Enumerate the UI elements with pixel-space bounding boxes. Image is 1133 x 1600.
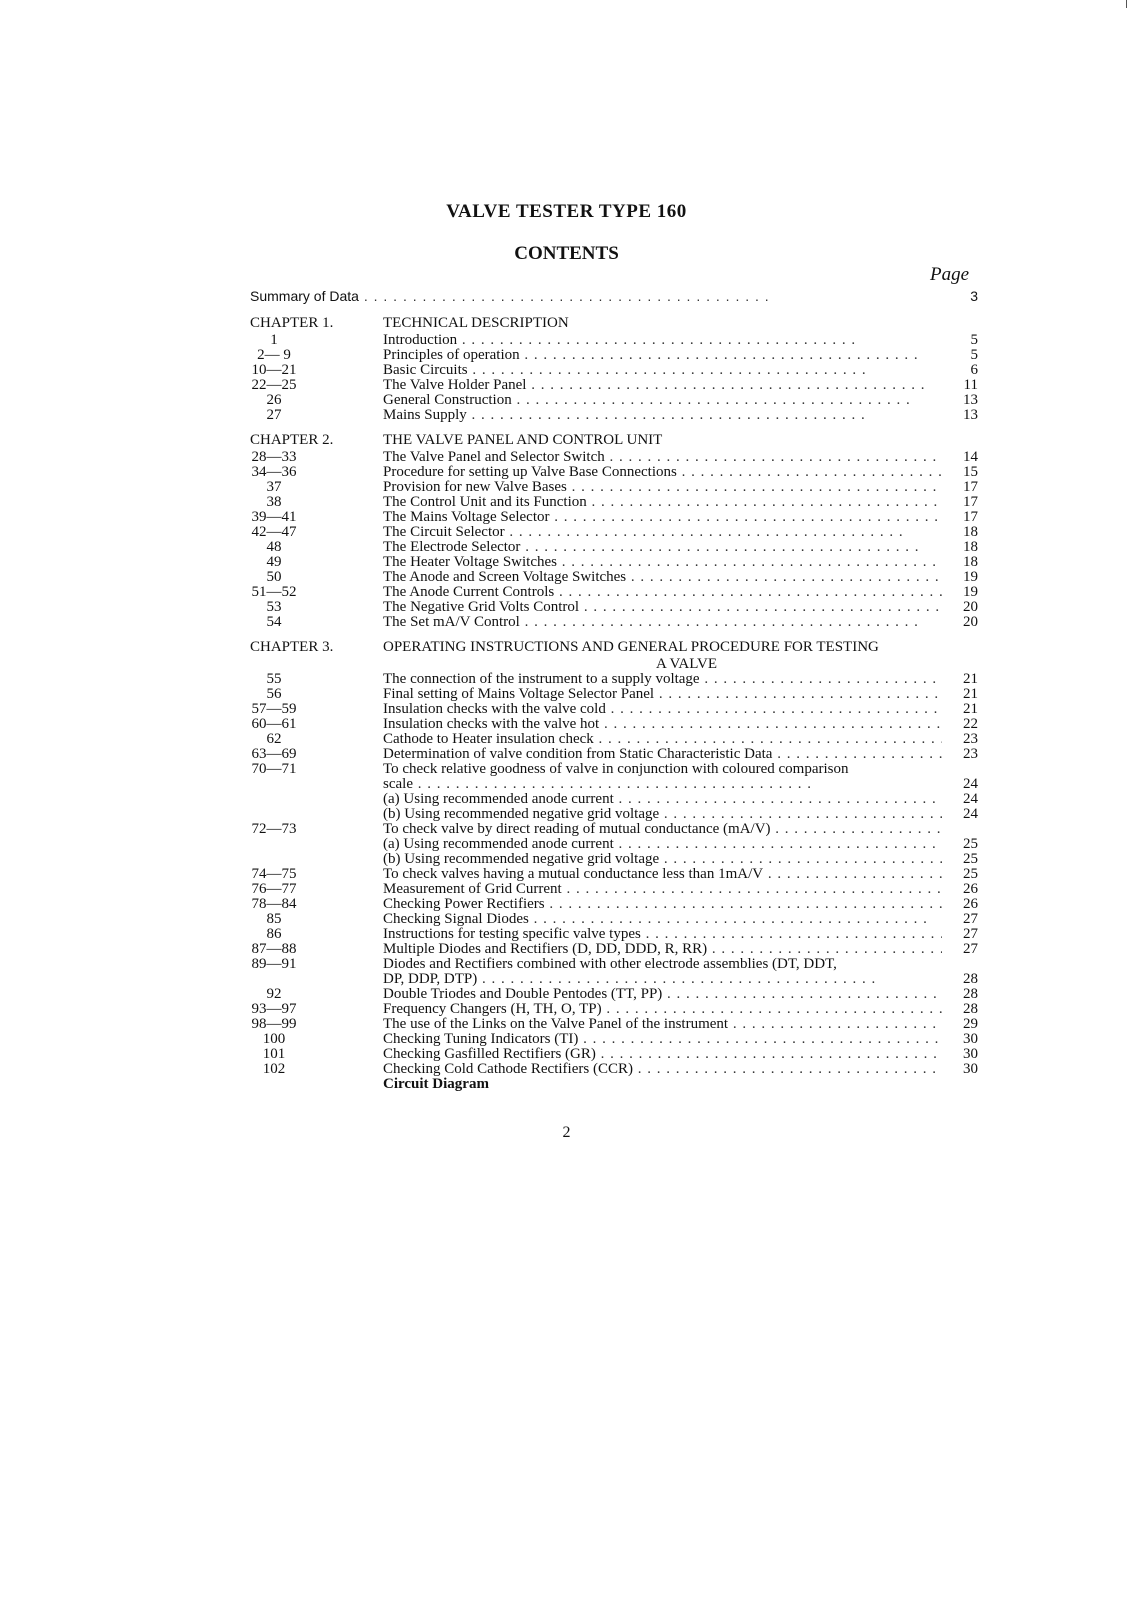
entry-title: Principles of operation . . — [383, 348, 942, 363]
entry-page: 27 — [963, 941, 978, 957]
paragraph-number: 89—91 — [251, 956, 297, 972]
chapter-label: CHAPTER 1. — [250, 315, 334, 331]
page-column-label: Page — [930, 264, 970, 285]
entry-page: 11 — [963, 377, 978, 393]
toc-entry — [250, 867, 990, 882]
page-number: 2 — [562, 1124, 571, 1141]
toc-entry — [250, 555, 990, 570]
entry-page: 24 — [963, 776, 978, 792]
paragraph-number: 54 — [266, 614, 282, 630]
chapter-heading — [250, 315, 990, 331]
entry-page: 5 — [970, 347, 978, 363]
toc-entry — [250, 732, 990, 747]
entry-title: General Construction . . — [383, 393, 942, 408]
entry-page: 30 — [963, 1046, 978, 1062]
paragraph-number: 42—47 — [251, 524, 297, 540]
entry-page: 30 — [963, 1061, 978, 1077]
toc-entry — [250, 927, 990, 942]
entry-page: 29 — [963, 1016, 978, 1032]
toc-entry — [250, 1002, 990, 1017]
entry-page: 24 — [963, 806, 978, 822]
toc-entry — [250, 600, 990, 615]
paragraph-number: 102 — [262, 1061, 286, 1077]
entry-title: Multiple Diodes and Rectifiers (D, DD, DDD, R, RR) . . — [383, 942, 942, 957]
paragraph-number: 85 — [266, 911, 282, 927]
chapter-title: THE VALVE PANEL AND CONTROL UNIT — [383, 432, 663, 448]
paragraph-number: 55 — [266, 671, 282, 687]
entry-title: The Mains Voltage Selector . . — [383, 510, 942, 525]
entry-page: 18 — [963, 539, 978, 555]
paragraph-number: 60—61 — [251, 716, 297, 732]
entry-title: Mains Supply . . — [383, 408, 942, 423]
entry-title: The Electrode Selector . . — [383, 540, 942, 555]
entry-title: Provision for new Valve Bases . . — [383, 480, 942, 495]
entry-page: 21 — [963, 701, 978, 717]
entry-page: 20 — [963, 599, 978, 615]
paragraph-number: 72—73 — [251, 821, 297, 837]
paragraph-number: 78—84 — [251, 896, 297, 912]
entry-title: Checking Signal Diodes . . — [383, 912, 942, 927]
entry-page: 19 — [963, 584, 978, 600]
entry-page: 27 — [963, 911, 978, 927]
entry-page: 20 — [963, 614, 978, 630]
toc-entry — [250, 672, 990, 687]
paragraph-number: 74—75 — [251, 866, 297, 882]
entry-page: 18 — [963, 554, 978, 570]
entry-title: Introduction . . — [383, 333, 942, 348]
toc-entry — [250, 837, 990, 852]
entry-title: Cathode to Heater insulation check . . — [383, 732, 942, 747]
paragraph-number: 56 — [266, 686, 282, 702]
entry-page: 17 — [963, 494, 978, 510]
entry-page: 23 — [963, 746, 978, 762]
paragraph-number: 28—33 — [251, 449, 297, 465]
entry-title: (b) Using recommended negative grid voltage . . — [383, 852, 942, 867]
toc-entry — [250, 972, 990, 987]
toc-entry — [250, 897, 990, 912]
entry-page: 27 — [963, 926, 978, 942]
entry-page: 24 — [963, 791, 978, 807]
paragraph-number: 1 — [270, 332, 278, 348]
entry-title: The Set mA/V Control . . — [383, 615, 942, 630]
chapter-title-cont: A VALVE — [656, 657, 717, 672]
toc-entry — [250, 912, 990, 927]
entry-page: 28 — [963, 986, 978, 1002]
chapters-container — [250, 315, 990, 1092]
paragraph-number: 93—97 — [251, 1001, 297, 1017]
entry-page: 22 — [963, 716, 978, 732]
toc-entry — [250, 957, 990, 972]
entry-page: 23 — [963, 731, 978, 747]
paragraph-number: 62 — [266, 731, 282, 747]
entry-title: Basic Circuits . . — [383, 363, 942, 378]
toc-entry — [250, 702, 990, 717]
toc-entry — [250, 1062, 990, 1077]
toc-entry — [250, 777, 990, 792]
paragraph-number: 101 — [262, 1046, 286, 1062]
entry-page: 21 — [963, 671, 978, 687]
entry-page: 19 — [963, 569, 978, 585]
entry-page: 28 — [963, 971, 978, 987]
toc-entry — [250, 465, 990, 480]
entry-title: Insulation checks with the valve cold . . — [383, 702, 942, 717]
paragraph-number: 39—41 — [251, 509, 297, 525]
paragraph-number: 22—25 — [251, 377, 297, 393]
chapter-title: OPERATING INSTRUCTIONS AND GENERAL PROCEDURE FOR TESTING — [383, 639, 879, 655]
toc-entry — [250, 510, 990, 525]
entry-page: 25 — [963, 866, 978, 882]
entry-title: Double Triodes and Double Pentodes (TT, PP) . . — [383, 987, 942, 1002]
entry-title: Checking Power Rectifiers . . — [383, 897, 942, 912]
toc-entry — [250, 1032, 990, 1047]
entry-title: Measurement of Grid Current . . — [383, 882, 942, 897]
entry-page: 13 — [963, 392, 978, 408]
paragraph-number: 92 — [266, 986, 282, 1002]
table-of-contents — [250, 288, 990, 1092]
entry-title: The Anode Current Controls . . — [383, 585, 942, 600]
chapter-heading — [250, 432, 990, 448]
entry-title: To check valves having a mutual conductance less than 1mA/V . . — [383, 867, 942, 882]
contents-heading: CONTENTS — [514, 243, 619, 264]
paragraph-number: 63—69 — [251, 746, 297, 762]
paragraph-number: 76—77 — [251, 881, 297, 897]
chapter-label: CHAPTER 2. — [250, 432, 334, 448]
entry-title: Checking Gasfilled Rectifiers (GR) . . — [383, 1047, 942, 1062]
summary-row — [250, 288, 990, 304]
entry-title: Checking Cold Cathode Rectifiers (CCR) . . — [383, 1062, 942, 1077]
summary-page: 3 — [970, 288, 978, 304]
toc-entry — [250, 717, 990, 732]
entry-page: 25 — [963, 836, 978, 852]
toc-entry — [250, 585, 990, 600]
toc-entry — [250, 747, 990, 762]
toc-entry — [250, 615, 990, 630]
entry-page: 17 — [963, 479, 978, 495]
entry-page: 14 — [963, 449, 978, 465]
toc-entry — [250, 1017, 990, 1032]
entry-page: 25 — [963, 851, 978, 867]
entry-title: Final setting of Mains Voltage Selector Panel . . — [383, 687, 942, 702]
entry-title: (a) Using recommended anode current . . — [383, 792, 942, 807]
toc-entry — [250, 450, 990, 465]
toc-entry — [250, 942, 990, 957]
toc-entry — [250, 333, 990, 348]
entry-title: (b) Using recommended negative grid voltage . . — [383, 807, 942, 822]
chapter-title: TECHNICAL DESCRIPTION — [383, 315, 569, 331]
paragraph-number: 51—52 — [251, 584, 297, 600]
entry-title: Checking Tuning Indicators (TI) . . — [383, 1032, 942, 1047]
entry-title: The Control Unit and its Function . . — [383, 495, 942, 510]
toc-entry — [250, 378, 990, 393]
entry-title: The Circuit Selector . . — [383, 525, 942, 540]
entry-page: 15 — [963, 464, 978, 480]
entry-title: The Anode and Screen Voltage Switches . . — [383, 570, 942, 585]
toc-entry — [250, 393, 990, 408]
entry-title: scale . . — [383, 777, 942, 792]
toc-entry — [250, 348, 990, 363]
entry-page: 21 — [963, 686, 978, 702]
entry-title: The use of the Links on the Valve Panel of the instrument . . — [383, 1017, 942, 1032]
paragraph-number: 50 — [266, 569, 282, 585]
entry-title: To check relative goodness of valve in conjunction with coloured comparison — [383, 762, 849, 777]
toc-entry — [250, 987, 990, 1002]
entry-page: 18 — [963, 524, 978, 540]
toc-entry — [250, 363, 990, 378]
entry-page: 30 — [963, 1031, 978, 1047]
toc-entry — [250, 882, 990, 897]
toc-entry — [250, 540, 990, 555]
scan-edge-mark — [1126, 0, 1127, 8]
entry-title: The Heater Voltage Switches . . — [383, 555, 942, 570]
entry-title: DP, DDP, DTP) . . — [383, 972, 942, 987]
entry-page: 13 — [963, 407, 978, 423]
paragraph-number: 10—21 — [251, 362, 297, 378]
entry-page: 26 — [963, 881, 978, 897]
toc-entry — [250, 495, 990, 510]
paragraph-number: 27 — [266, 407, 282, 423]
paragraph-number: 86 — [266, 926, 282, 942]
paragraph-number: 37 — [266, 479, 282, 495]
entry-title: Procedure for setting up Valve Base Connections . . — [383, 465, 942, 480]
entry-title: Circuit Diagram — [383, 1077, 489, 1092]
paragraph-number: 57—59 — [251, 701, 297, 717]
paragraph-number: 34—36 — [251, 464, 297, 480]
entry-page: 28 — [963, 1001, 978, 1017]
toc-entry — [250, 687, 990, 702]
entry-title: Frequency Changers (H, TH, O, TP) . . — [383, 1002, 942, 1017]
paragraph-number: 38 — [266, 494, 282, 510]
entry-title: Determination of valve condition from Static Characteristic Data . . — [383, 747, 942, 762]
entry-page: 17 — [963, 509, 978, 525]
paragraph-number: 98—99 — [251, 1016, 297, 1032]
paragraph-number: 26 — [266, 392, 282, 408]
entry-title: The Valve Holder Panel . . — [383, 378, 942, 393]
paragraph-number: 87—88 — [251, 941, 297, 957]
paragraph-number: 100 — [262, 1031, 286, 1047]
summary-label: Summary of Data . . — [250, 288, 942, 304]
toc-entry — [250, 480, 990, 495]
toc-entry — [250, 792, 990, 807]
paragraph-number: 48 — [266, 539, 282, 555]
toc-entry — [250, 570, 990, 585]
toc-entry — [250, 408, 990, 423]
toc-entry — [250, 1047, 990, 1062]
chapter-label: CHAPTER 3. — [250, 639, 334, 655]
entry-title: To check valve by direct reading of mutual conductance (mA/V) . . — [383, 822, 942, 837]
toc-entry — [250, 762, 990, 777]
paragraph-number: 49 — [266, 554, 282, 570]
paragraph-number: 70—71 — [251, 761, 297, 777]
entry-title: Diodes and Rectifiers combined with other electrode assemblies (DT, DDT, — [383, 957, 837, 972]
entry-title: (a) Using recommended anode current . . — [383, 837, 942, 852]
toc-entry — [250, 525, 990, 540]
entry-title: The Negative Grid Volts Control . . — [383, 600, 942, 615]
entry-title: The Valve Panel and Selector Switch . . — [383, 450, 942, 465]
toc-entry — [250, 807, 990, 822]
chapter-title-continuation — [250, 657, 990, 672]
entry-page: 5 — [970, 332, 978, 348]
entry-title: Insulation checks with the valve hot . . — [383, 717, 942, 732]
entry-title: The connection of the instrument to a supply voltage . . — [383, 672, 942, 687]
paragraph-number: 53 — [266, 599, 282, 615]
entry-page: 6 — [970, 362, 978, 378]
paragraph-number: 2— 9 — [257, 347, 291, 363]
entry-page: 26 — [963, 896, 978, 912]
toc-entry — [250, 852, 990, 867]
chapter-heading — [250, 639, 990, 655]
toc-entry — [250, 1077, 990, 1092]
toc-entry — [250, 822, 990, 837]
entry-title: Instructions for testing specific valve types . . — [383, 927, 942, 942]
document-title: VALVE TESTER TYPE 160 — [446, 201, 687, 222]
